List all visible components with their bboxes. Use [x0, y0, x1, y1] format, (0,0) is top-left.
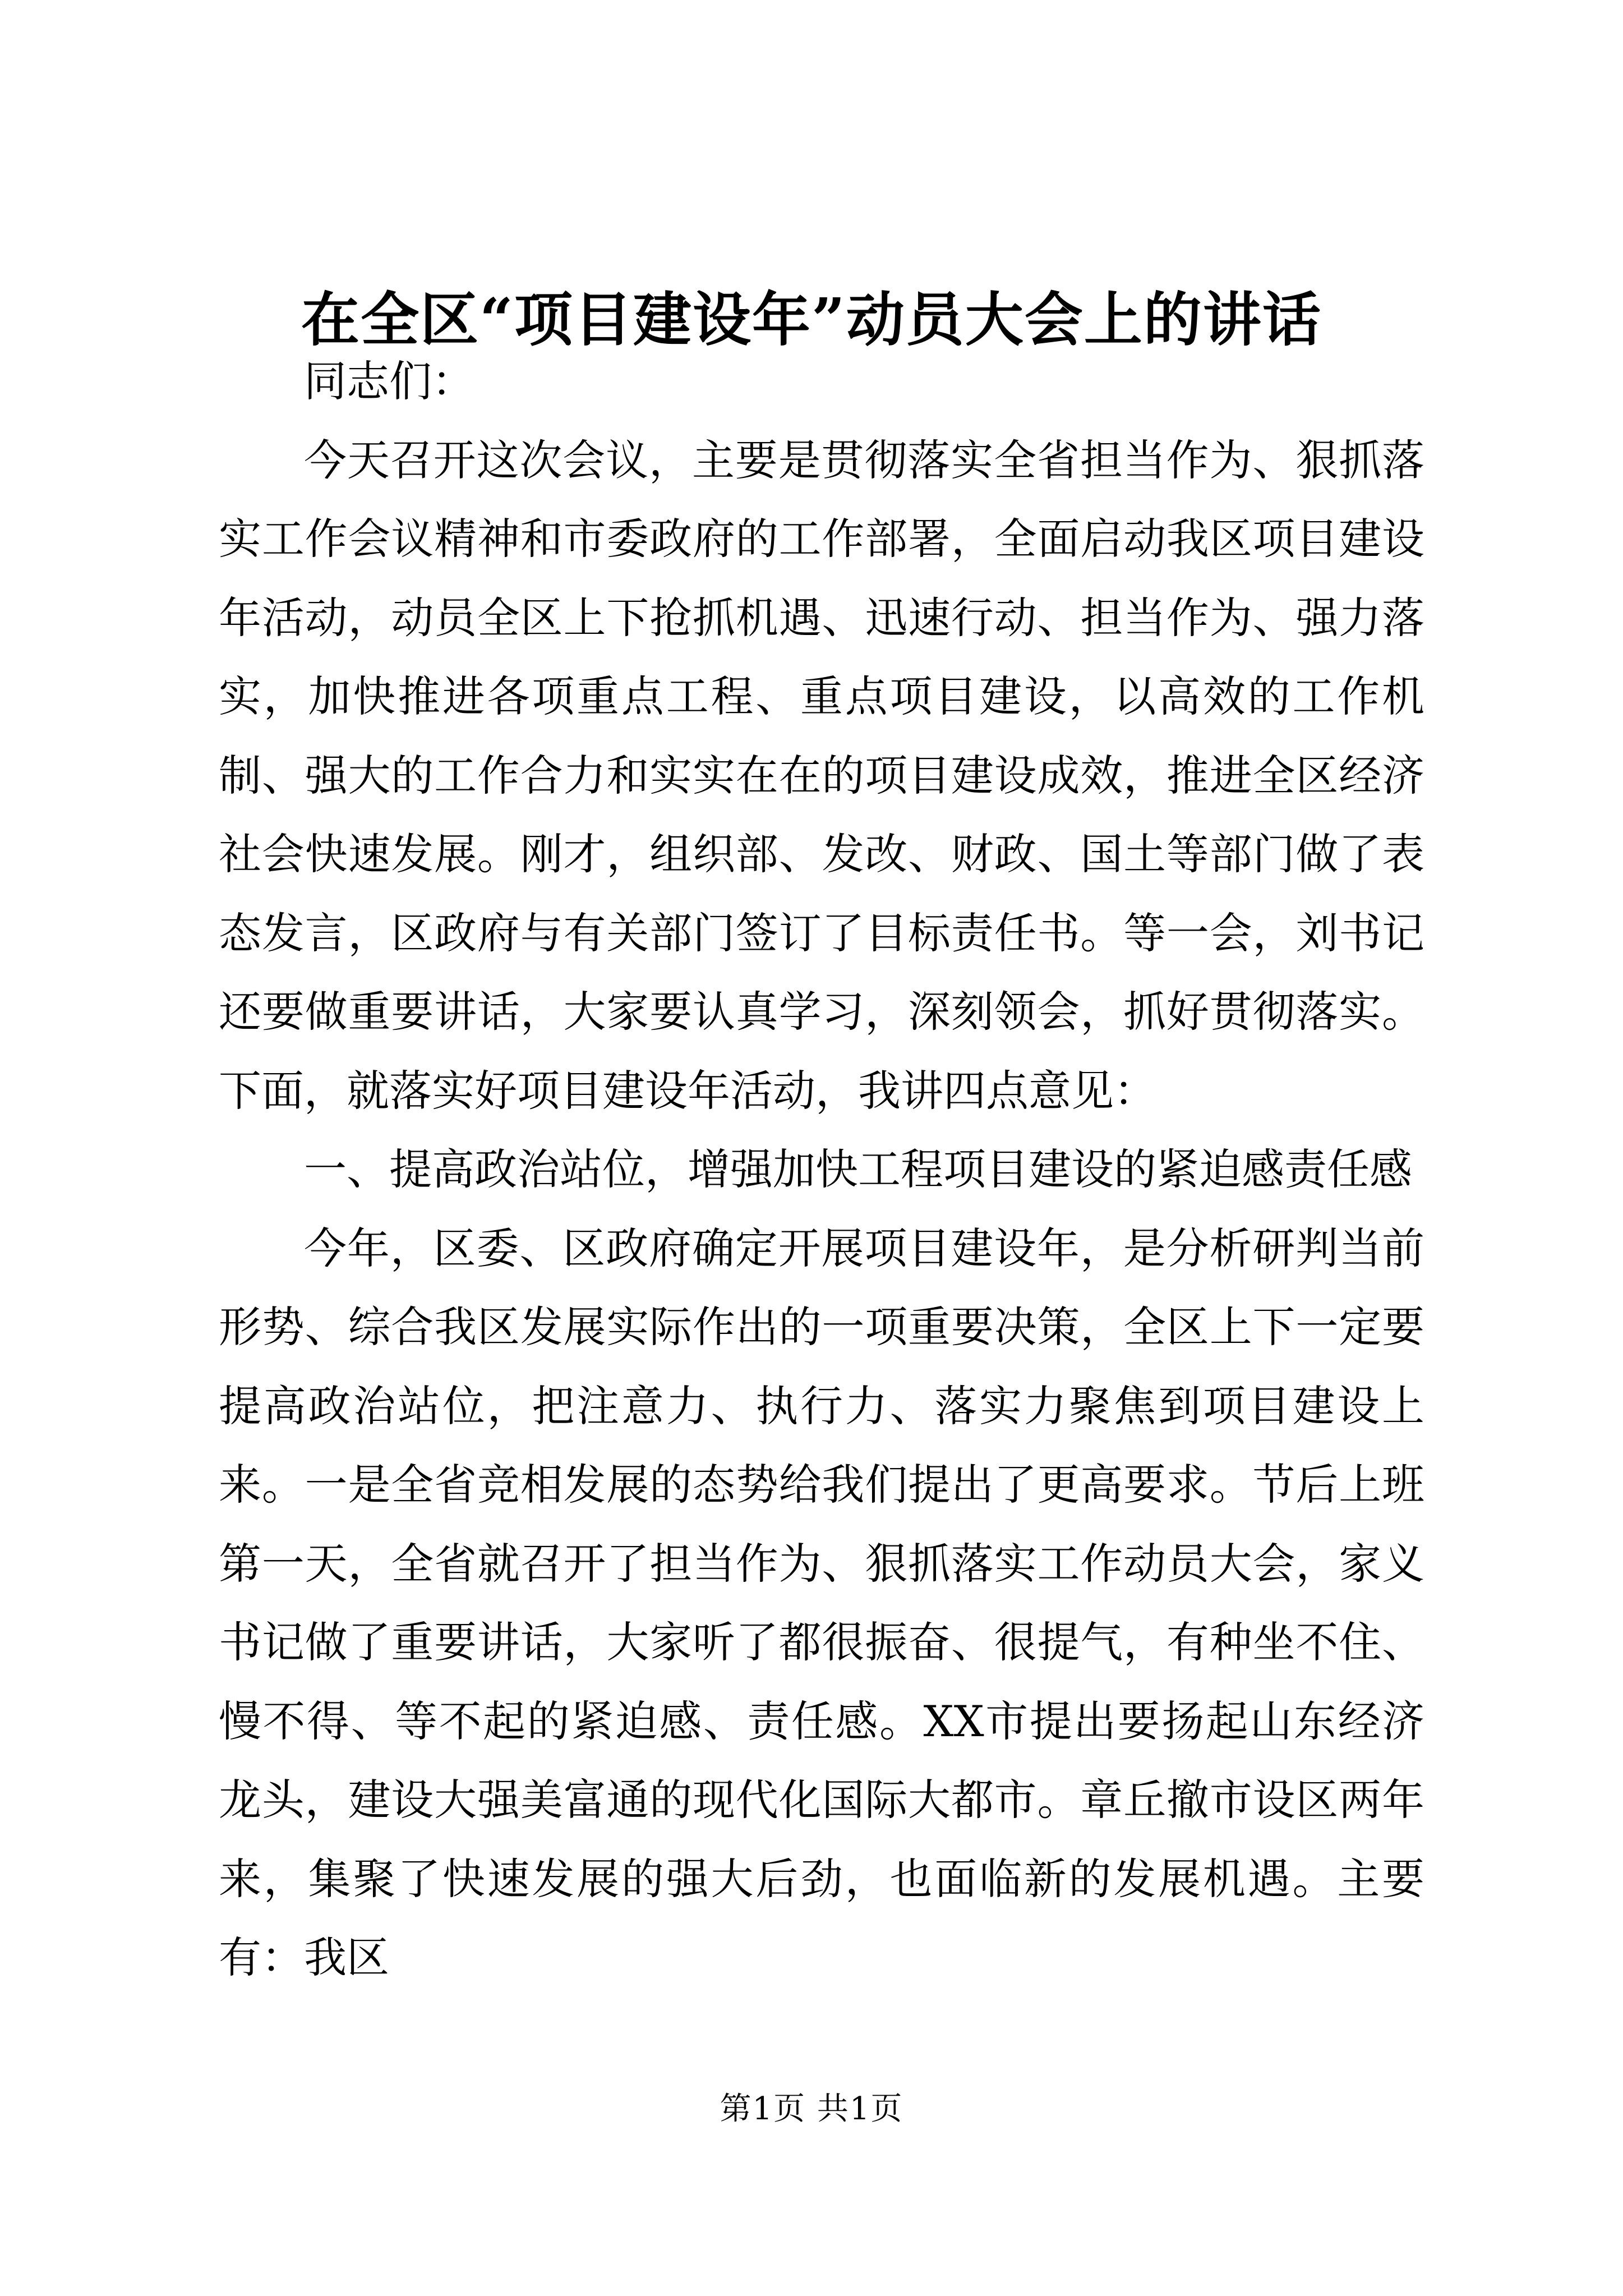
paragraph-intro: 今天召开这次会议，主要是贯彻落实全省担当作为、狠抓落实工作会议精神和市委政府的工作部署，全面启动我区项目建设年活动，动员全区上下抢抓机遇、迅速行动、担当作为、强力落实，加快推进各项重点工程、重点项目建设，以高效的工作机制、强大的工作合力和实实在在的项目建设成效，推进全区经济社会快速发展。刚才，组织部、发改、财政、国土等部门做了表态发言，区政府与有关部门签订了目标责任书。等一会，刘书记还要做重要讲话，大家要认真学习，深刻领会，抓好贯彻落实。下面，就落实好项目建设年活动，我讲四点意见： [219, 435, 1424, 1116]
page-footer: 第1页 共1页 [720, 2091, 903, 2127]
paragraph-section-1: 今年，区委、区政府确定开展项目建设年，是分析研判当前形势、综合我区发展实际作出的一项重要决策，全区上下一定要提高政治站位，把注意力、执行力、落实力聚焦到项目建设上来。一是全省竞相发展的态势给我们提出了更高要求。节后上班第一天，全省就召开了担当作为、狠抓落实工作动员大会，家义书记做了重要讲话，大家听了都很振奋、很提气，有种坐不住、慢不得、等不起的紧迫感、责任感。XX市提出要扬起山东经济龙头，建设大强美富通的现代化国际大都市。章丘撤市设区两年来，集聚了快速发展的强大后劲，也面临新的发展机遇。主要有：我区 [219, 1223, 1424, 1982]
salutation: 同志们： [304, 356, 474, 406]
document-body [219, 342, 1424, 1998]
document-title: 在全区“项目建设年”动员大会上的讲话 [301, 285, 1322, 354]
section-heading-1: 一、提高政治站位，增强加快工程项目建设的紧迫感责任感 [304, 1144, 1412, 1194]
